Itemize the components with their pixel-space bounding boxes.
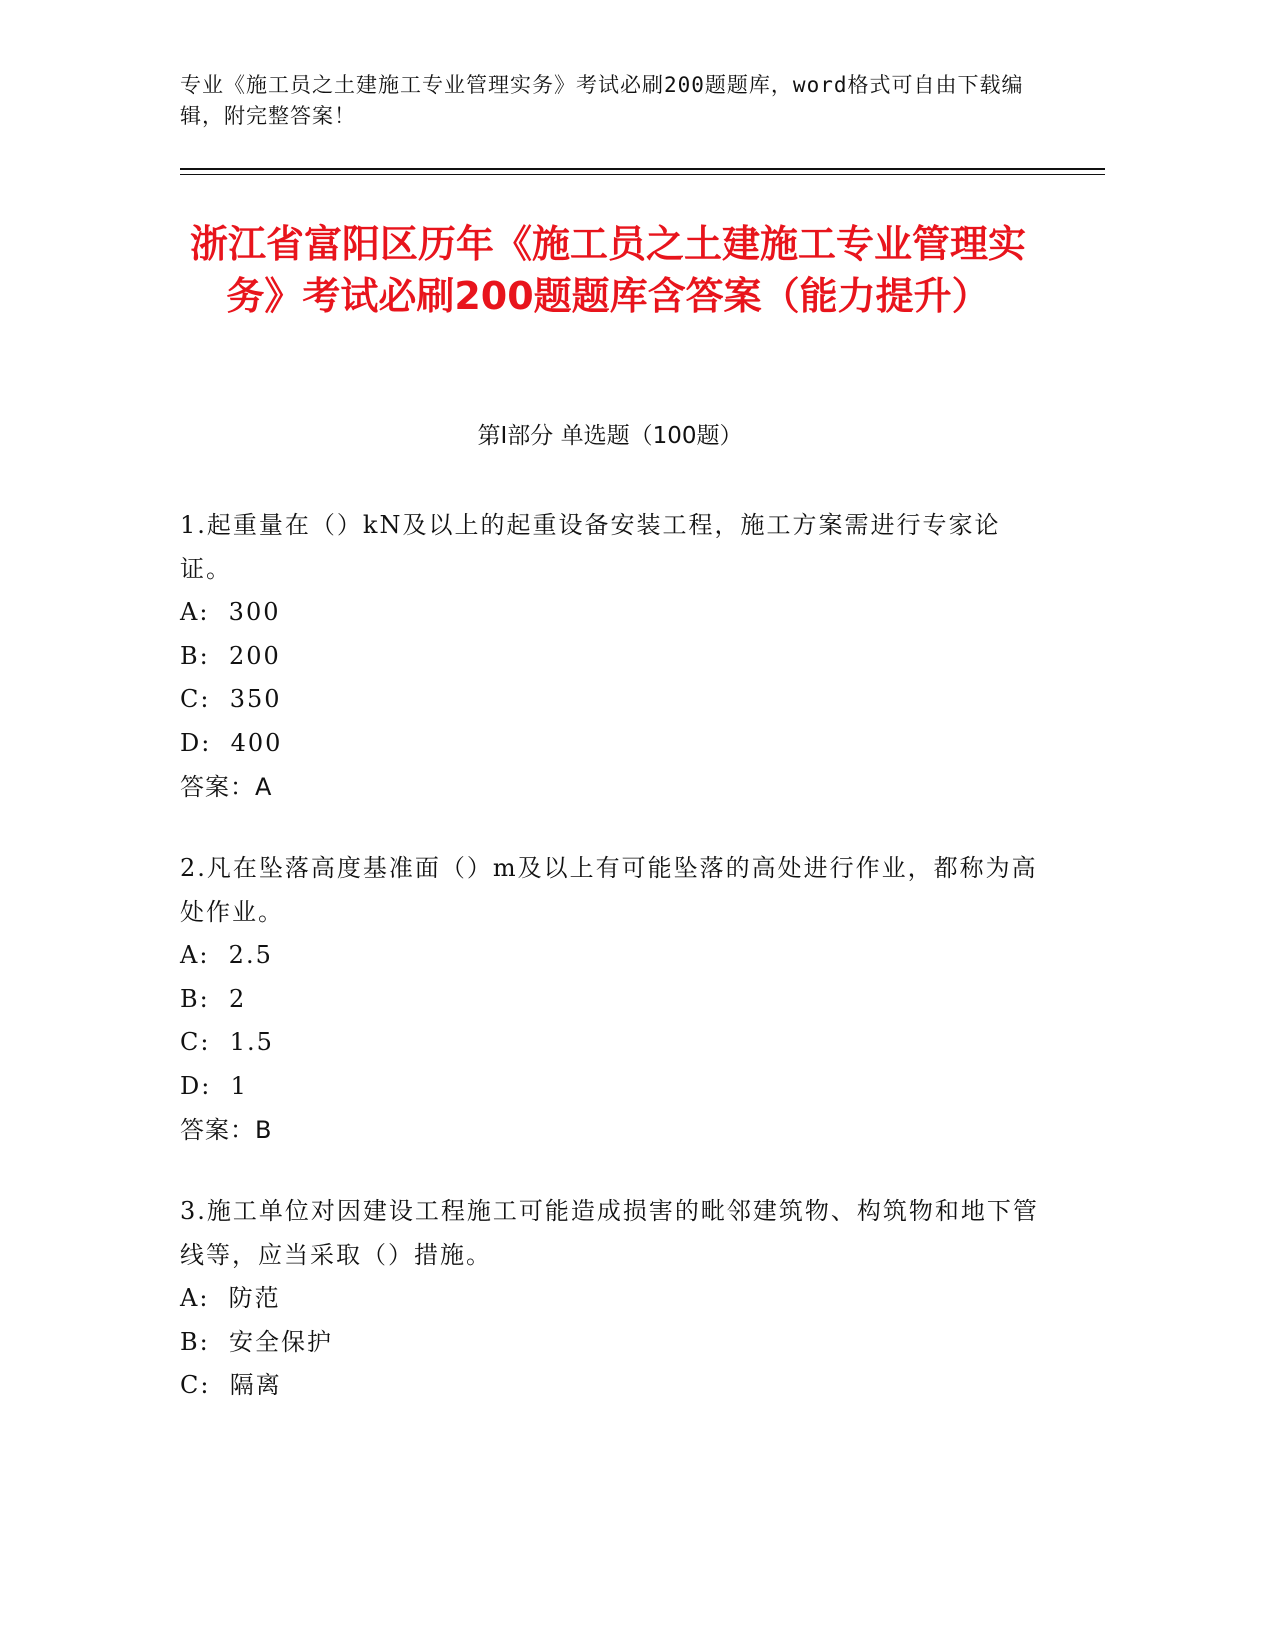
option-c: C: 隔离 [180,1371,282,1399]
question-3 [180,1189,1040,1408]
question-1 [180,503,1040,809]
option-a: A: 2.5 [180,941,273,969]
option-a: A: 防范 [180,1284,281,1312]
header-note: 专业《施工员之土建施工专业管理实务》考试必刷200题题库，word格式可自由下载编辑，附完整答案！ [180,73,1024,128]
question-stem: 2.凡在坠落高度基准面（）m及以上有可能坠落的高处进行作业，都称为高处作业。 [180,854,1038,926]
option-a: A: 300 [180,598,281,626]
question-2 [180,846,1040,1152]
answer: 答案：A [180,773,273,801]
question-list [180,503,1040,1445]
document-title: 浙江省富阳区历年《施工员之土建施工专业管理实务》考试必刷200题题库含答案（能力提升） [189,222,1026,318]
question-stem: 1.起重量在（）kN及以上的起重设备安装工程，施工方案需进行专家论证。 [180,511,1001,583]
question-stem: 3.施工单位对因建设工程施工可能造成损害的毗邻建筑物、构筑物和地下管线等，应当采取（）措施。 [180,1197,1039,1269]
option-b: B: 安全保护 [180,1327,333,1356]
answer: 答案：B [180,1116,273,1144]
option-d: D: 400 [180,728,283,757]
option-b: B: 2 [180,984,247,1013]
option-c: C: 1.5 [180,1028,274,1056]
option-d: D: 1 [180,1071,248,1100]
header-rule-thick [180,168,1105,170]
option-c: C: 350 [180,685,282,713]
header-rule-thin [180,174,1105,175]
option-b: B: 200 [180,641,281,670]
section-heading: 第Ⅰ部分 单选题（100题） [477,423,743,449]
